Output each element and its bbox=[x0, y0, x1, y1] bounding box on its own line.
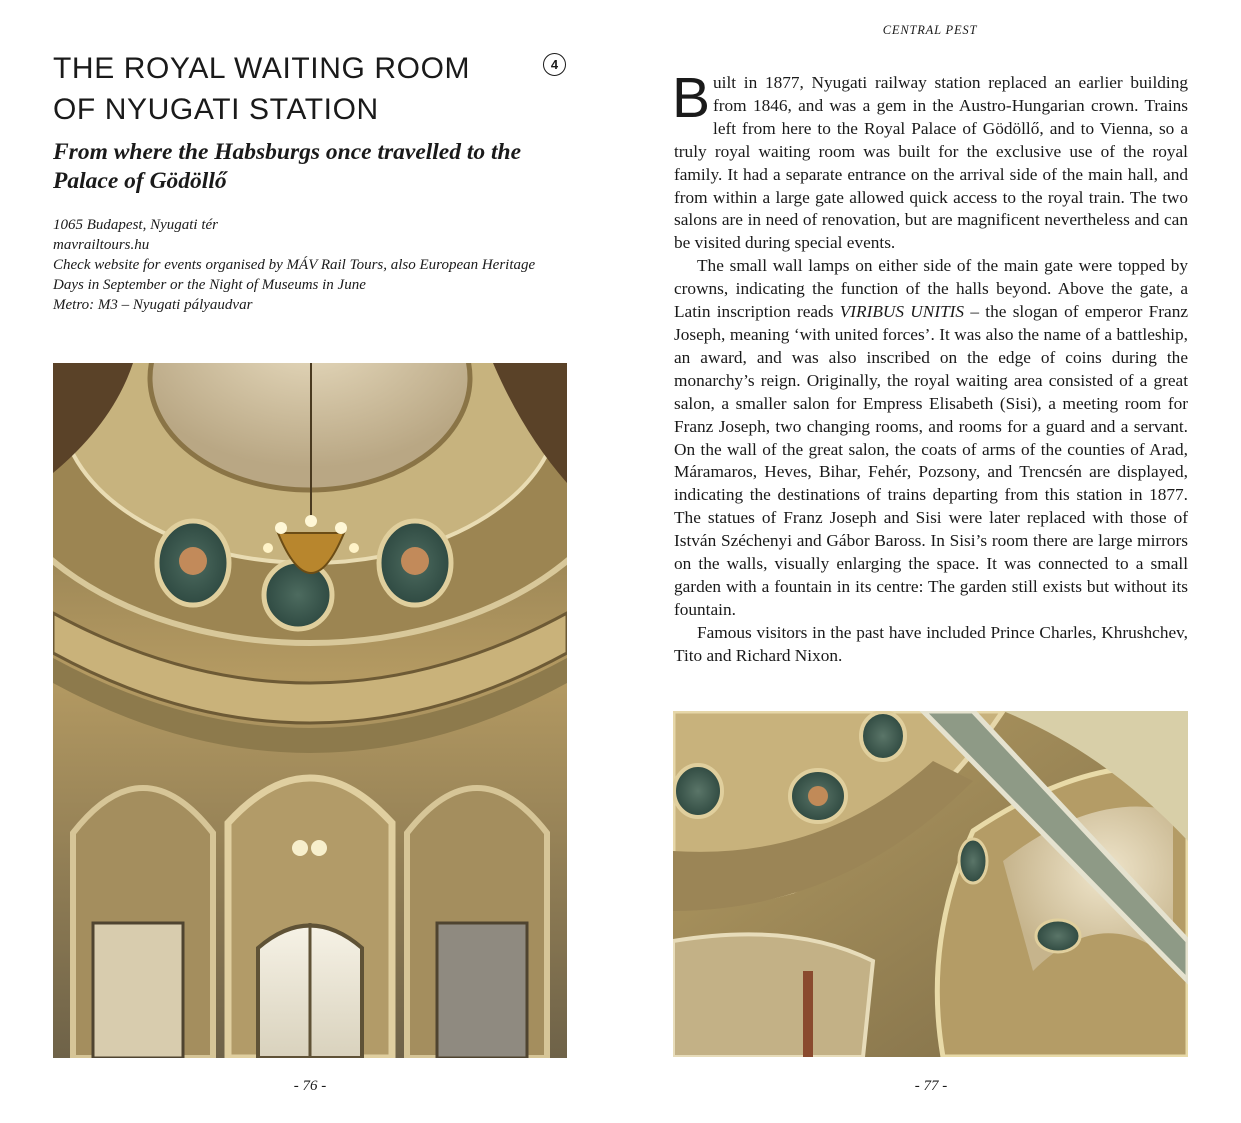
dome-ceiling-photo bbox=[53, 363, 567, 1058]
subtitle-line: Palace of Gödöllő bbox=[53, 168, 227, 194]
running-head: CENTRAL PEST bbox=[882, 23, 978, 37]
paragraph bbox=[674, 622, 1188, 668]
paragraph bbox=[674, 255, 1188, 622]
entry-number-badge: 4 bbox=[543, 53, 566, 76]
title-line: OF NYUGATI STATION bbox=[53, 93, 379, 126]
subtitle-line: From where the Habsburgs once travelled to the bbox=[53, 139, 522, 165]
website-link[interactable]: mavrailtours.hu bbox=[53, 237, 150, 253]
paragraph-text: The small wall lamps on either side of the main gate were topped by crowns, indicating the function of the halls beyond. Above the gate, a Latin inscription reads bbox=[674, 256, 1188, 322]
paragraph-text: Famous visitors in the past have included Prince Charles, Khrushchev, Tito and Richard Nixon. bbox=[674, 622, 1188, 665]
paragraph-text: uilt in 1877, Nyugati railway station replaced an earlier building from 1846, and was a gem in the Austro-Hungarian crown. Trains left from here to the Royal Palace of Gödöllő, and to Vienna, so a truly royal waiting room was built for the exclusive use of the royal family. It had a separate entrance on the arrival side of the main hall, and from within a large gate allowed quick access to the royal train. The two salons are in need of renovation, but are magnificent nevertheless and can be visited during special events. bbox=[674, 73, 1188, 253]
events-note: Days in September or the Night of Museums in June bbox=[53, 277, 366, 293]
events-note: Check website for events organised by MÁV Rail Tours, also European Heritage bbox=[53, 257, 536, 273]
address: 1065 Budapest, Nyugati tér bbox=[53, 217, 218, 233]
subtitle bbox=[53, 138, 553, 196]
title-line: THE ROYAL WAITING ROOM bbox=[53, 52, 471, 85]
latin-inscription: VIRIBUS UNITIS bbox=[839, 302, 965, 322]
paragraph-text: – the slogan of emperor Franz Joseph, meaning ‘with united forces’. It was also the name of a battleship, an award, and was also inscribed on the edge of coins during the monarchy’s reign. Originally, the royal waiting area consisted of a great salon, a smaller salon for Empress Elisabeth (Sisi), a meeting room for Franz Joseph, two changing rooms, and rooms for a guard and a servant. On the wall of the great salon, the coats of arms of the counties of Arad, Máramaros, Heves, Bihar, Fehér, Pozsony, and Trencsén are displayed, indicating the destinations of trains departing from this station in 1877. The statues of Franz Joseph and Sisi were later replaced with those of István Széchenyi and Gábor Baross. In Sisi’s room there are large mirrors on the walls, visually enlarging the space. It was connected to a small garden with a fountain in its centre: The garden still exists but without its fountain. bbox=[674, 302, 1188, 619]
metro-info: Metro: M3 – Nyugati pályaudvar bbox=[53, 297, 253, 313]
dome-ceiling-illustration bbox=[53, 363, 567, 1058]
paragraph bbox=[672, 66, 1188, 255]
article-body bbox=[672, 66, 1188, 668]
salon-ceiling-illustration bbox=[673, 711, 1188, 1057]
practical-info bbox=[53, 215, 573, 315]
page-number-left: - 76 - bbox=[293, 1078, 327, 1094]
page-number-right: - 77 - bbox=[914, 1078, 948, 1094]
salon-ceiling-photo bbox=[673, 711, 1188, 1057]
page-title bbox=[53, 48, 523, 130]
drop-cap: B bbox=[672, 66, 711, 130]
